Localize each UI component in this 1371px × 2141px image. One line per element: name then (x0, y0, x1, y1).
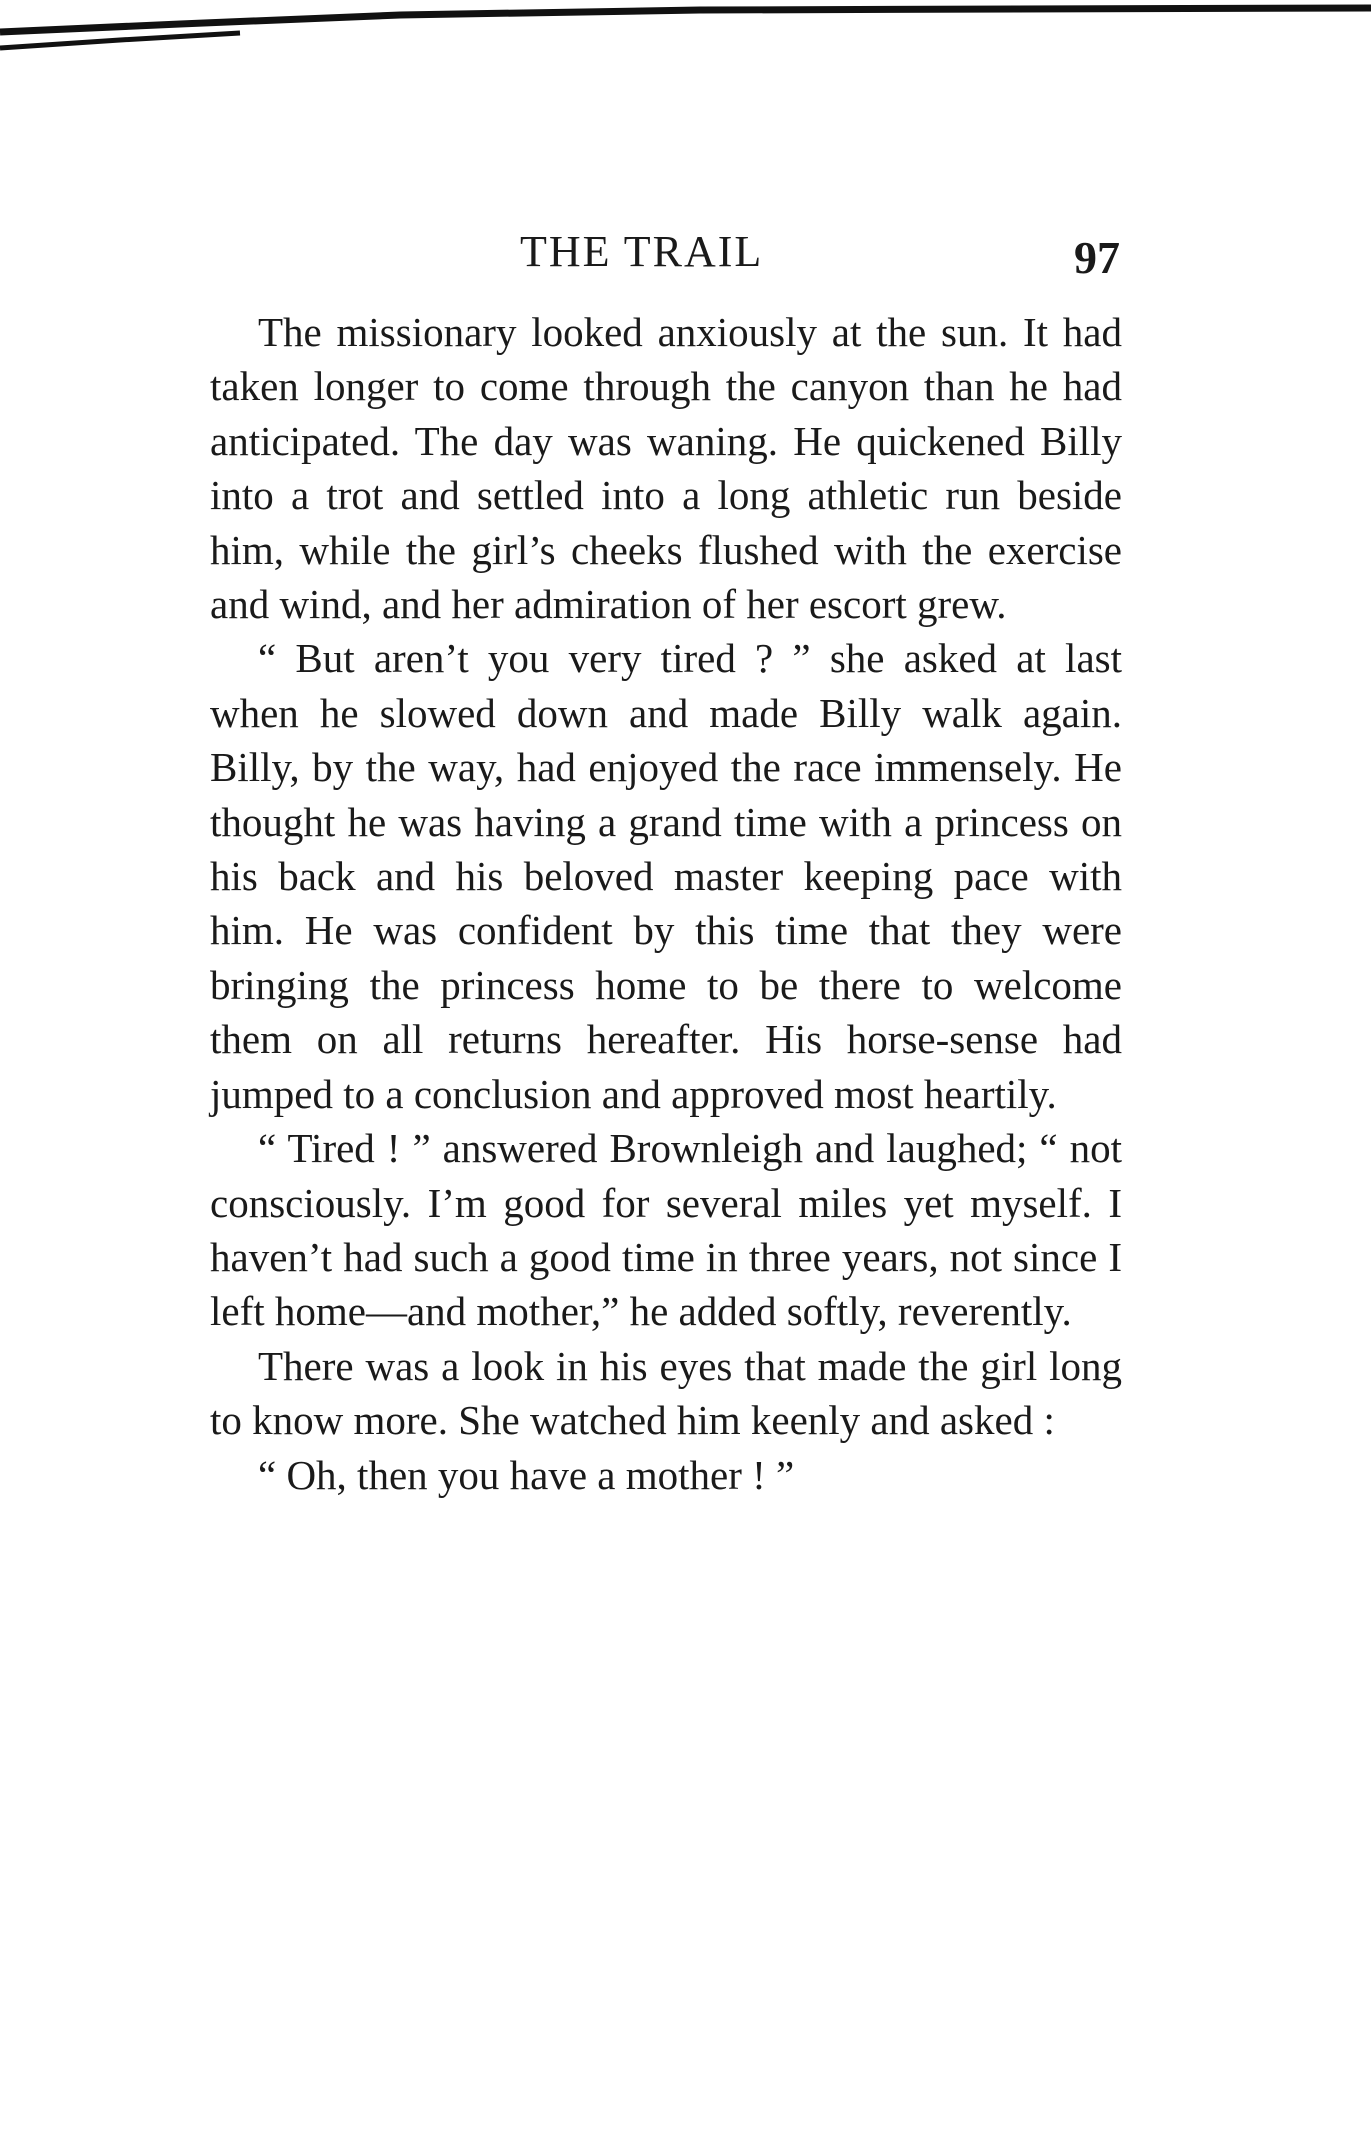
paragraph: There was a look in his eyes that made the girl long to know more. She watched him keenly and asked : (210, 1342, 1122, 1444)
paragraph: “ Tired ! ” answered Brownleigh and laughed; “ not consciously. I’m good for several miles yet myself. I haven’t had such a good time in three years, not since I left home—and mother,” he added softly, reverently. (210, 1125, 1122, 1335)
paragraph: The missionary looked anxiously at the sun. It had taken longer to come through the canyon than he had anticipated. The day was waning. He quickened Billy into a trot and settled into a long athletic run beside him, while the girl’s cheeks flushed with the exercise and wind, and her admiration of her escort grew. (210, 309, 1122, 628)
page-number: 97 (1074, 232, 1120, 283)
paragraph: “ Oh, then you have a mother ! ” (258, 1451, 795, 1498)
running-header (0, 222, 1371, 282)
paragraph: “ But aren’t you very tired ? ” she asked at last when he slowed down and made Billy walk again. Billy, by the way, had enjoyed the race immensely. He thought he was having a grand time with a princess on his back and his beloved master keeping pace with him. He was confident by this time that they were bringing the princess home to be there to welcome them on all returns hereafter. His horse-sense had jumped to a conclusion and approved most heartily. (210, 635, 1122, 1117)
body-text (210, 305, 1122, 1502)
scanned-page-edge (0, 0, 1371, 70)
running-title: THE TRAIL (520, 227, 764, 276)
